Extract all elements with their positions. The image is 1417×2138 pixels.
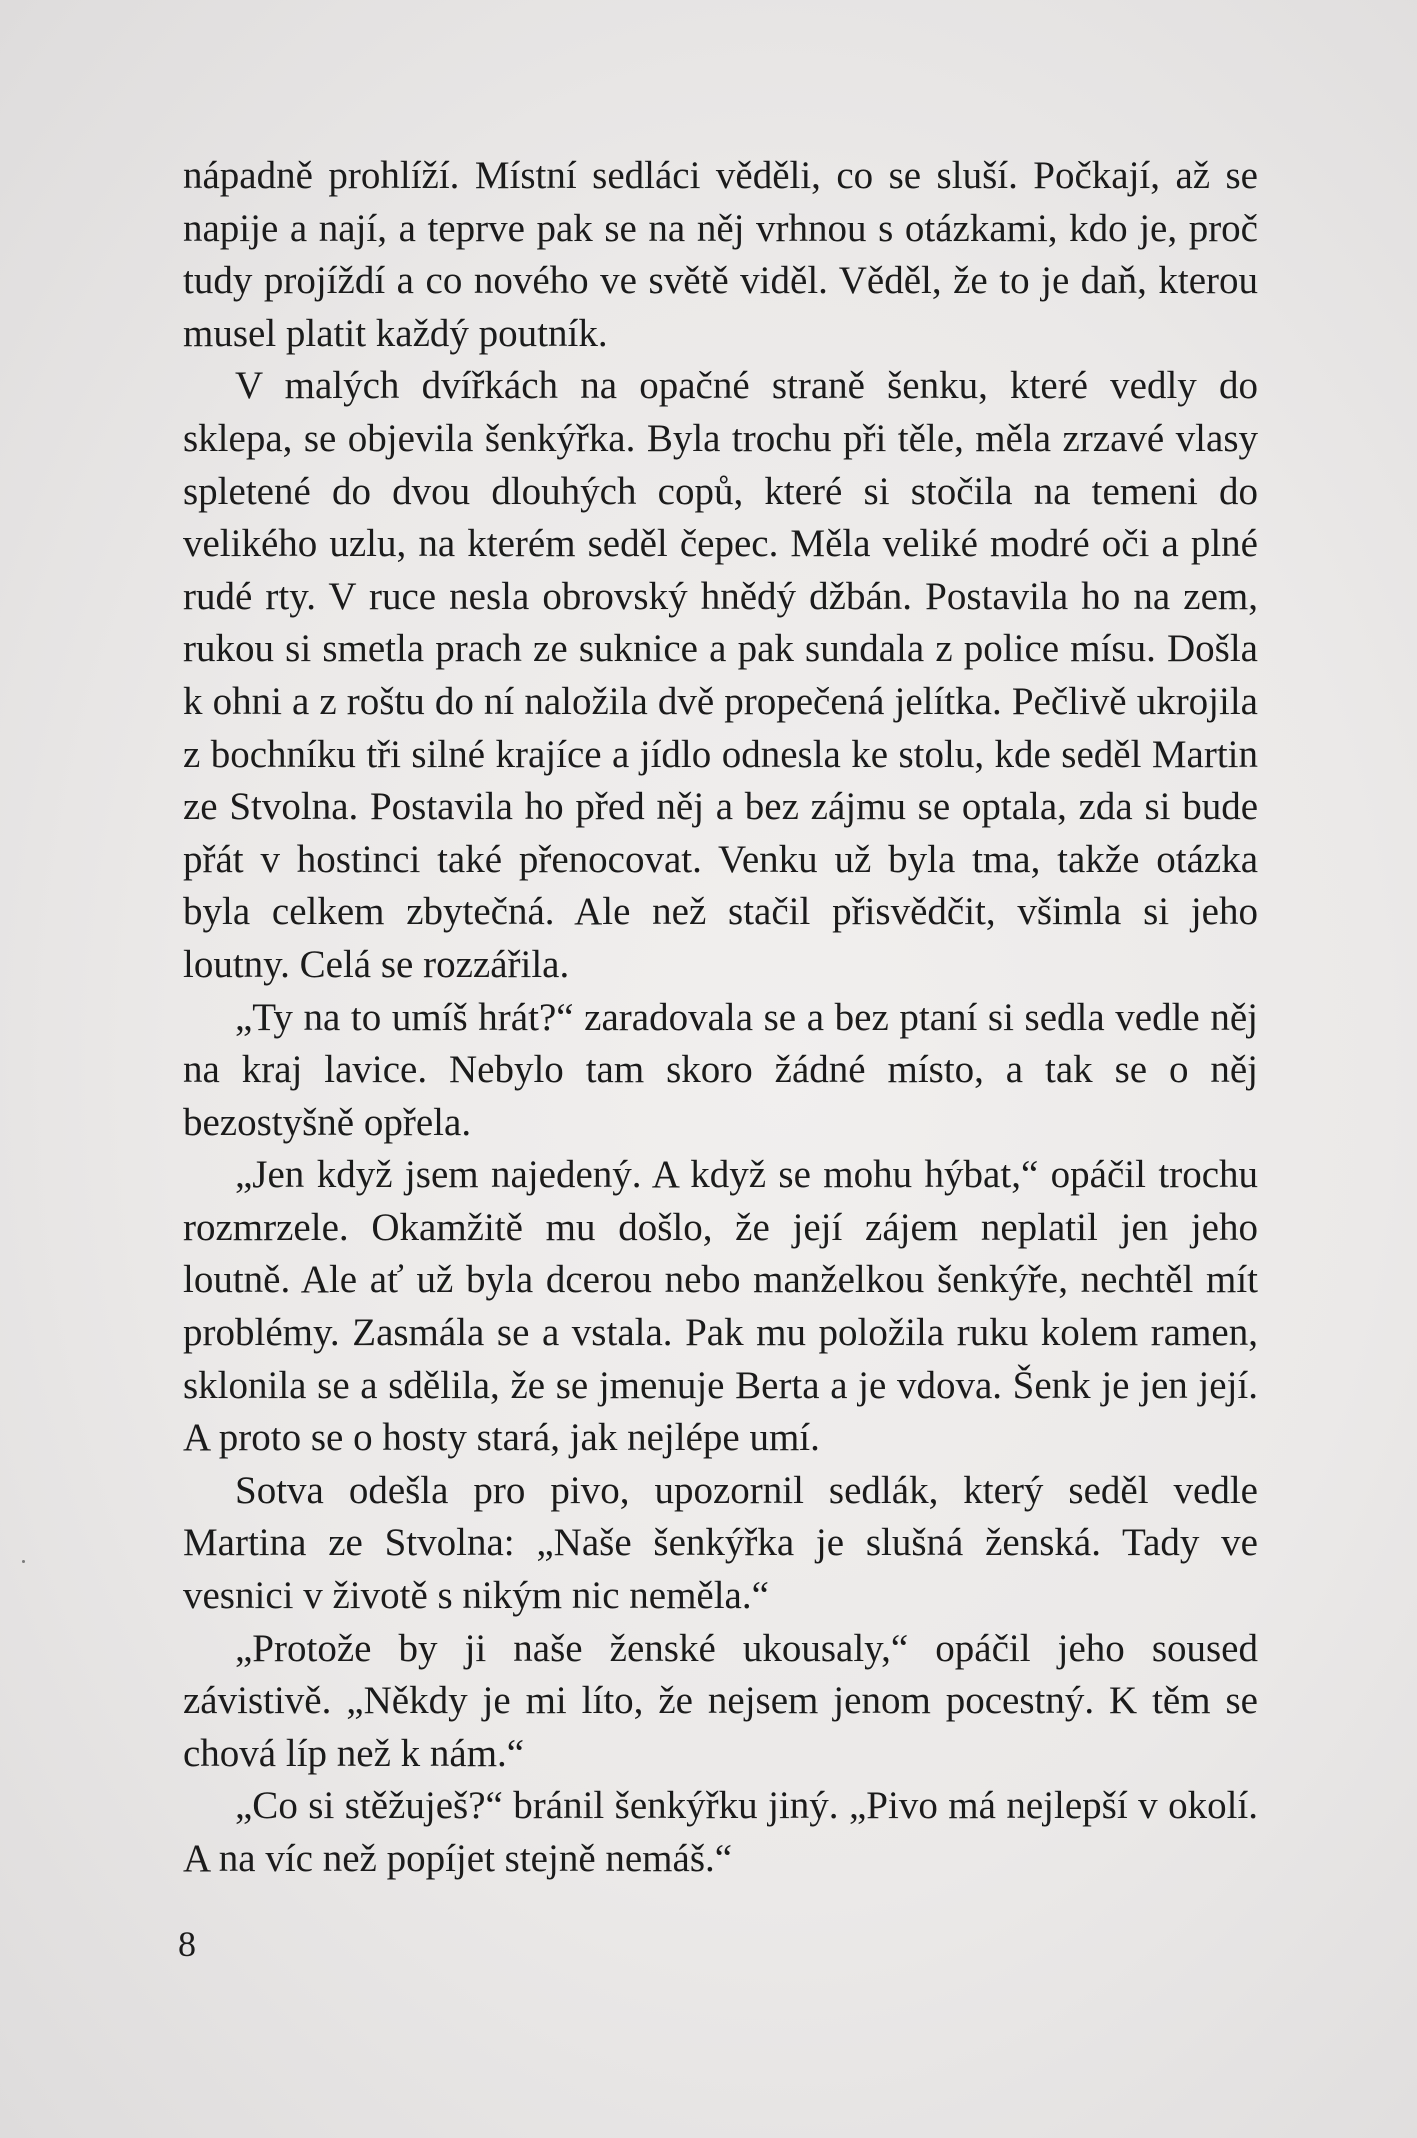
paragraph: „Ty na to umíš hrát?“ zaradovala se a bez ptaní si sedla vedle něj na kraj lavice. Nebylo tam skoro žádné místo, a tak se o něj bezostyšně opřela. xyxy=(183,995,1258,1144)
paragraph: V malých dvířkách na opačné straně šenku, které vedly do sklepa, se objevila šenkýřka. Byla trochu při těle, měla zrzavé vlasy spletené do dvou dlouhých copů, které si stočila na temeni do velikého uzlu, na kterém seděl čepec. Měla veliké modré oči a plné rudé rty. V ruce nesla obrovský hnědý džbán. Postavila ho na zem, rukou si smetla prach ze suknice a pak sundala z police mísu. Došla k ohni a z roštu do ní naložila dvě propečená jelítka. Pečlivě ukrojila z bochníku tři silné krajíce a jídlo odnesla ke stolu, kde seděl Martin ze Stvolna. Postavila ho před něj a bez zájmu se optala, zda si bude přát v hostinci také přenocovat. Venku už byla tma, takže otázka byla celkem zbytečná. Ale než stačil přisvědčit, všimla si jeho loutny. Celá se rozzářila. xyxy=(183,364,1258,986)
paragraph: „Jen když jsem najedený. A když se mohu hýbat,“ opáčil trochu rozmrzele. Okamžitě mu došlo, že její zájem neplatil jen jeho loutně. Ale ať už byla dcerou nebo manželkou šenkýře, nechtěl mít problémy. Zasmála se a vstala. Pak mu položila ruku kolem ramen, sklonila se a sdělila, že se jmenuje Berta a je vdova. Šenk je jen její. A proto se o hosty stará, jak nejlépe umí. xyxy=(183,1153,1258,1460)
paragraph: Sotva odešla pro pivo, upozornil sedlák, který seděl vedle Martina ze Stvolna: „Naše šenkýřka je slušná ženská. Tady ve vesnici v životě s nikým nic neměla.“ xyxy=(183,1468,1258,1618)
paragraph: „Protože by ji naše ženské ukousaly,“ opáčil jeho soused závistivě. „Někdy je mi líto, že nejsem jenom pocestný. K těm se chová líp než k nám.“ xyxy=(183,1626,1258,1775)
paragraph: „Co si stěžuješ?“ bránil šenkýřku jiný. „Pivo má nejlepší v okolí. A na víc než popíjet stejně nemáš.“ xyxy=(183,1784,1258,1880)
paper-speck xyxy=(22,1560,25,1563)
paragraph: nápadně prohlíží. Místní sedláci věděli, co se sluší. Počkají, až se napije a nají, a teprve pak se na něj vrhnou s otázkami, kdo je, proč tudy projíždí a co nového ve světě viděl. Věděl, že to je daň, kterou musel platit každý poutník. xyxy=(183,154,1258,355)
page-number: 8 xyxy=(178,1924,196,1964)
body-text xyxy=(183,150,1258,1886)
